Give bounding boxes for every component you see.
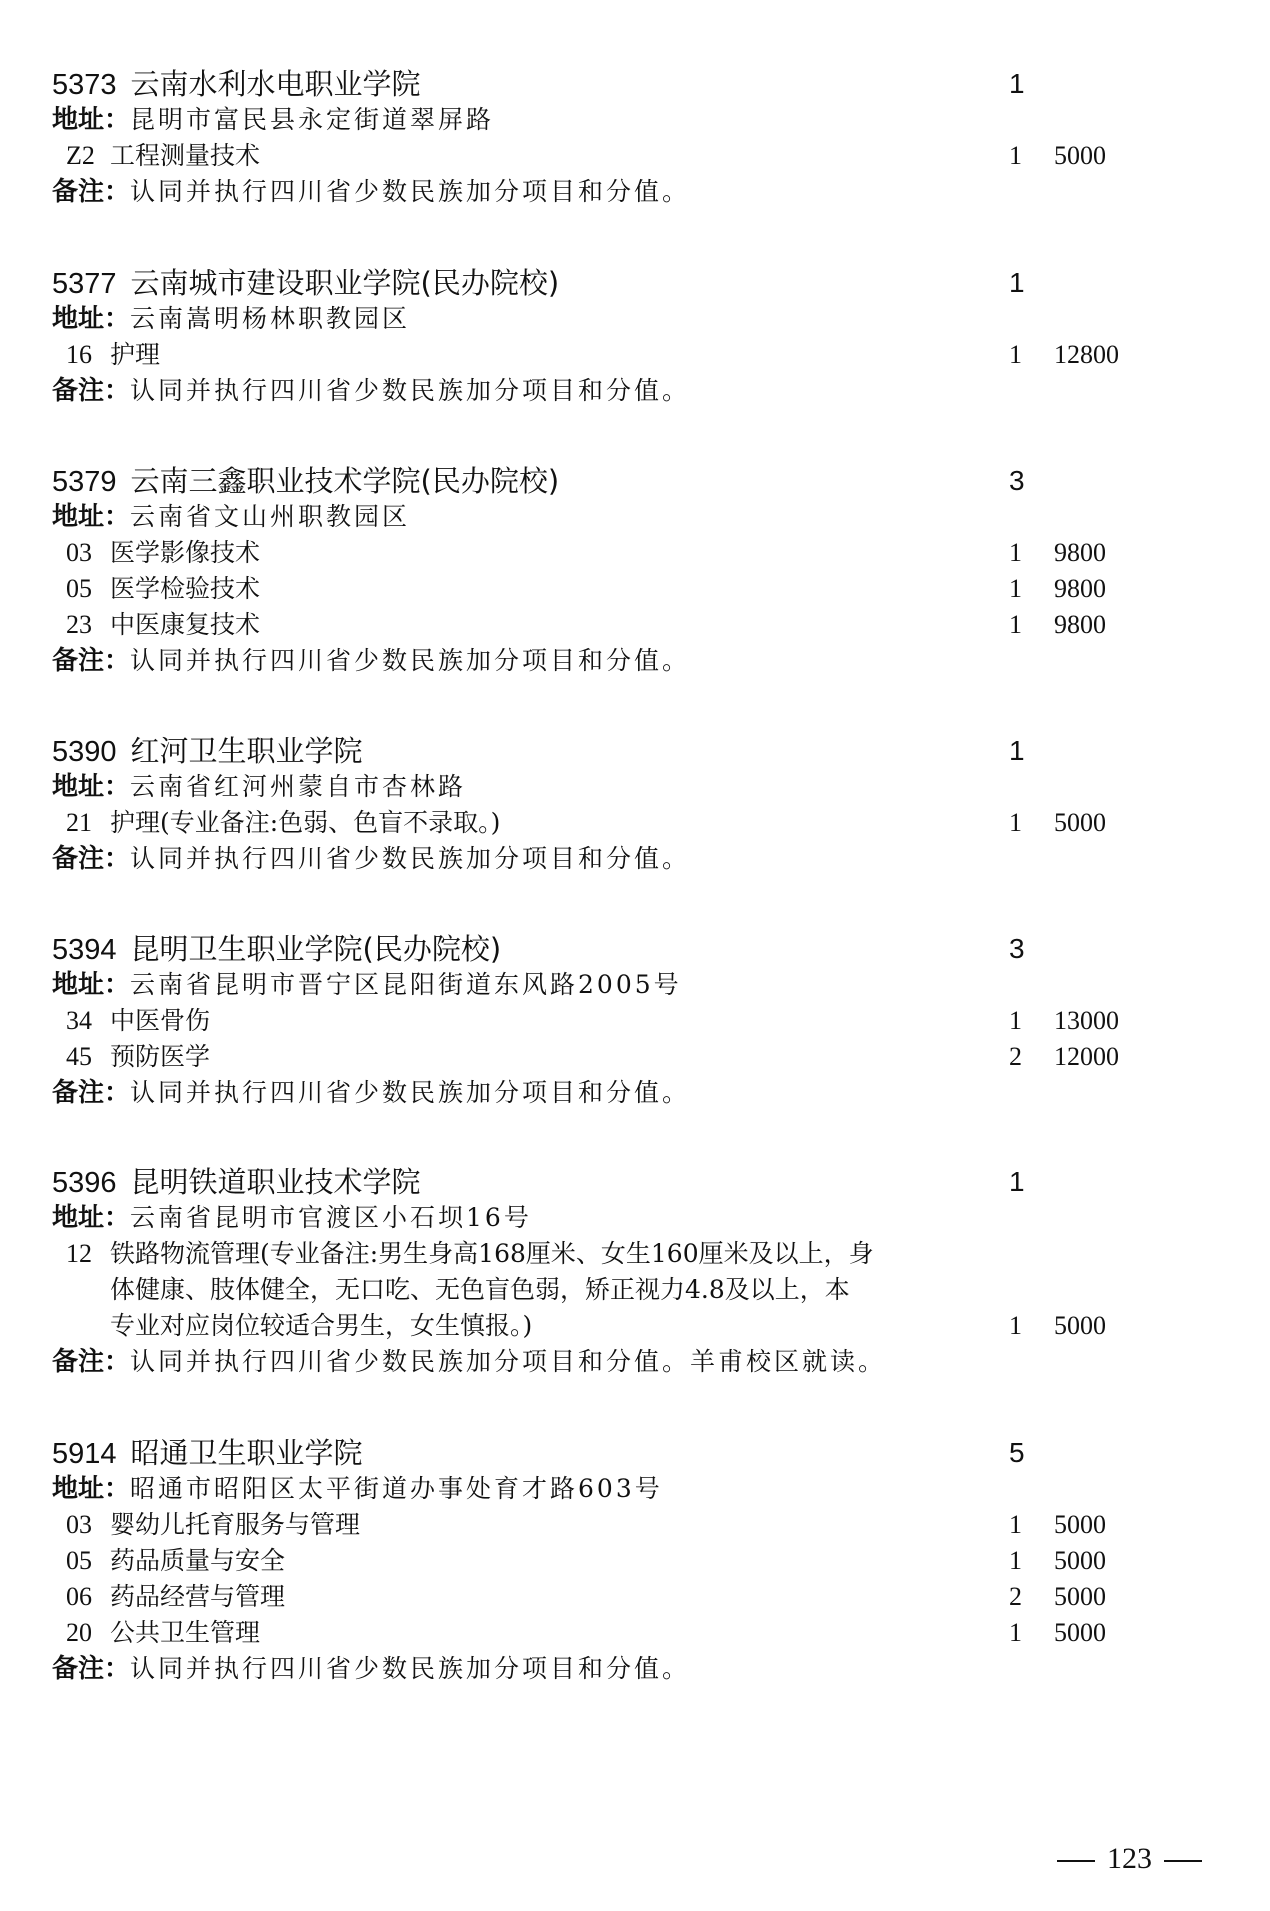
institution-code: 5390 — [52, 736, 117, 768]
major-row — [52, 1507, 1232, 1543]
institution-note — [52, 1075, 1232, 1111]
major-fee: 5000 — [1054, 1311, 1106, 1340]
major-row — [52, 571, 1232, 607]
institution-name: 昭通卫生职业学院 — [130, 1436, 363, 1470]
address-text: 昭通市昭阳区太平街道办事处育才路603号 — [130, 1474, 663, 1503]
major-row — [52, 138, 1232, 174]
institution-header — [52, 733, 1232, 769]
page-number-dash-right — [1164, 1860, 1202, 1862]
address-label: 地址： — [52, 772, 131, 802]
major-count: 2 — [1009, 1042, 1022, 1071]
major-count: 1 — [1009, 574, 1022, 603]
major-row — [52, 1543, 1232, 1579]
page-number — [1045, 1842, 1214, 1876]
note-text: 认同并执行四川省少数民族加分项目和分值。羊甫校区就读。 — [130, 1347, 887, 1376]
major-name: 医学影像技术 — [110, 538, 261, 567]
institution-code: 5914 — [52, 1438, 117, 1470]
major-fee: 12800 — [1054, 340, 1119, 369]
note-label: 备注： — [52, 844, 131, 874]
major-count: 1 — [1009, 1618, 1022, 1647]
institution-quota: 3 — [1009, 465, 1025, 496]
note-text: 认同并执行四川省少数民族加分项目和分值。 — [130, 844, 691, 873]
institution-quota: 3 — [1009, 933, 1025, 964]
institution-name: 昆明铁道职业技术学院 — [130, 1165, 421, 1199]
major-name-continuation — [52, 1272, 1232, 1308]
note-text: 认同并执行四川省少数民族加分项目和分值。 — [130, 1654, 691, 1683]
major-name: 护理 — [110, 340, 161, 369]
major-row — [52, 1579, 1232, 1615]
major-row — [52, 535, 1232, 571]
institution-quota: 1 — [1009, 68, 1025, 99]
major-name: 婴幼儿托育服务与管理 — [110, 1510, 361, 1539]
note-text: 认同并执行四川省少数民族加分项目和分值。 — [130, 646, 691, 675]
address-label: 地址： — [52, 105, 131, 135]
institution-block — [52, 931, 1232, 1111]
address-text: 云南省昆明市晋宁区昆阳街道东风路2005号 — [130, 970, 682, 999]
major-code: 16 — [66, 340, 92, 369]
major-fee: 5000 — [1054, 1546, 1106, 1575]
address-text: 云南省昆明市官渡区小石坝16号 — [130, 1203, 532, 1232]
institution-quota: 1 — [1009, 1166, 1025, 1197]
note-label: 备注： — [52, 177, 131, 207]
note-label: 备注： — [52, 646, 131, 676]
major-code: 45 — [66, 1042, 92, 1071]
major-name: 公共卫生管理 — [110, 1618, 261, 1647]
institution-address — [52, 1200, 1232, 1236]
institution-note — [52, 174, 1232, 210]
major-fee: 5000 — [1054, 808, 1106, 837]
major-row — [52, 607, 1232, 643]
institution-name: 昆明卫生职业学院(民办院校) — [130, 932, 502, 966]
institution-code: 5373 — [52, 69, 117, 101]
major-code: 05 — [66, 574, 92, 603]
major-code: 06 — [66, 1582, 92, 1611]
institution-quota: 5 — [1009, 1437, 1025, 1468]
major-count: 1 — [1009, 538, 1022, 567]
institution-quota: 1 — [1009, 735, 1025, 766]
major-count: 1 — [1009, 1006, 1022, 1035]
major-fee: 5000 — [1054, 1510, 1106, 1539]
major-name-continuation — [52, 1308, 1232, 1344]
major-code: 03 — [66, 538, 92, 567]
institution-address — [52, 967, 1232, 1003]
institution-header — [52, 931, 1232, 967]
note-text: 认同并执行四川省少数民族加分项目和分值。 — [130, 376, 691, 405]
institution-block — [52, 66, 1232, 210]
major-name: 医学检验技术 — [110, 574, 261, 603]
institution-header — [52, 1164, 1232, 1200]
address-text: 云南省文山州职教园区 — [130, 502, 411, 531]
major-count: 1 — [1009, 340, 1022, 369]
major-name: 中医康复技术 — [110, 610, 261, 639]
major-count: 2 — [1009, 1582, 1022, 1611]
major-code: 03 — [66, 1510, 92, 1539]
major-count: 1 — [1009, 141, 1022, 170]
institution-header — [52, 66, 1232, 102]
major-fee: 5000 — [1054, 1582, 1106, 1611]
major-name-continuation-text: 专业对应岗位较适合男生，女生慎报。) — [110, 1311, 533, 1340]
major-name: 铁路物流管理(专业备注:男生身高168厘米、女生160厘米及以上，身 — [110, 1239, 874, 1268]
institution-address — [52, 301, 1232, 337]
institution-code: 5396 — [52, 1167, 117, 1199]
institution-address — [52, 769, 1232, 805]
institution-block — [52, 1435, 1232, 1687]
institution-name: 云南三鑫职业技术学院(民办院校) — [130, 464, 560, 498]
major-row — [52, 1236, 1232, 1272]
institution-note — [52, 841, 1232, 877]
note-text: 认同并执行四川省少数民族加分项目和分值。 — [130, 177, 691, 206]
address-text: 昆明市富民县永定街道翠屏路 — [130, 105, 495, 134]
address-label: 地址： — [52, 1203, 131, 1233]
institution-block — [52, 1164, 1232, 1380]
major-code: Z2 — [66, 141, 95, 170]
address-label: 地址： — [52, 1474, 131, 1504]
major-count: 1 — [1009, 1510, 1022, 1539]
major-fee: 5000 — [1054, 1618, 1106, 1647]
institution-block — [52, 733, 1232, 877]
institution-name: 红河卫生职业学院 — [130, 734, 363, 768]
major-count: 1 — [1009, 610, 1022, 639]
institution-address — [52, 102, 1232, 138]
major-count: 1 — [1009, 1546, 1022, 1575]
page-number-value: 123 — [1107, 1842, 1152, 1875]
note-text: 认同并执行四川省少数民族加分项目和分值。 — [130, 1078, 691, 1107]
address-label: 地址： — [52, 970, 131, 1000]
address-text: 云南省红河州蒙自市杏林路 — [130, 772, 467, 801]
institution-note — [52, 643, 1232, 679]
institution-quota: 1 — [1009, 267, 1025, 298]
institution-header — [52, 463, 1232, 499]
major-name: 预防医学 — [110, 1042, 211, 1071]
major-row — [52, 1039, 1232, 1075]
major-name: 工程测量技术 — [110, 141, 261, 170]
major-name: 中医骨伤 — [110, 1006, 211, 1035]
address-label: 地址： — [52, 304, 131, 334]
note-label: 备注： — [52, 1654, 131, 1684]
note-label: 备注： — [52, 1078, 131, 1108]
major-fee: 13000 — [1054, 1006, 1119, 1035]
major-code: 20 — [66, 1618, 92, 1647]
major-code: 05 — [66, 1546, 92, 1575]
major-fee: 9800 — [1054, 610, 1106, 639]
institution-code: 5379 — [52, 466, 117, 498]
major-fee: 5000 — [1054, 141, 1106, 170]
major-fee: 12000 — [1054, 1042, 1119, 1071]
major-name: 药品经营与管理 — [110, 1582, 286, 1611]
major-fee: 9800 — [1054, 574, 1106, 603]
institution-header — [52, 265, 1232, 301]
institution-name: 云南城市建设职业学院(民办院校) — [130, 266, 560, 300]
major-code: 23 — [66, 610, 92, 639]
institution-note — [52, 1344, 1232, 1380]
major-code: 21 — [66, 808, 92, 837]
institution-address — [52, 1471, 1232, 1507]
major-code: 12 — [66, 1239, 92, 1268]
major-name: 护理(专业备注:色弱、色盲不录取。) — [110, 808, 501, 837]
major-name-continuation-text: 体健康、肢体健全，无口吃、无色盲色弱，矫正视力4.8及以上，本 — [110, 1275, 850, 1304]
institution-block — [52, 265, 1232, 409]
page-number-dash-left — [1057, 1860, 1095, 1862]
major-fee: 9800 — [1054, 538, 1106, 567]
major-row — [52, 337, 1232, 373]
institution-note — [52, 373, 1232, 409]
major-row — [52, 1615, 1232, 1651]
major-name: 药品质量与安全 — [110, 1546, 286, 1575]
institution-header — [52, 1435, 1232, 1471]
major-row — [52, 805, 1232, 841]
note-label: 备注： — [52, 376, 131, 406]
institution-note — [52, 1651, 1232, 1687]
institution-address — [52, 499, 1232, 535]
major-count: 1 — [1009, 808, 1022, 837]
major-count: 1 — [1009, 1311, 1022, 1340]
institution-code: 5394 — [52, 934, 117, 966]
address-label: 地址： — [52, 502, 131, 532]
major-row — [52, 1003, 1232, 1039]
institution-code: 5377 — [52, 268, 117, 300]
note-label: 备注： — [52, 1347, 131, 1377]
major-code: 34 — [66, 1006, 92, 1035]
institution-block — [52, 463, 1232, 679]
address-text: 云南嵩明杨林职教园区 — [130, 304, 411, 333]
institution-name: 云南水利水电职业学院 — [130, 67, 421, 101]
